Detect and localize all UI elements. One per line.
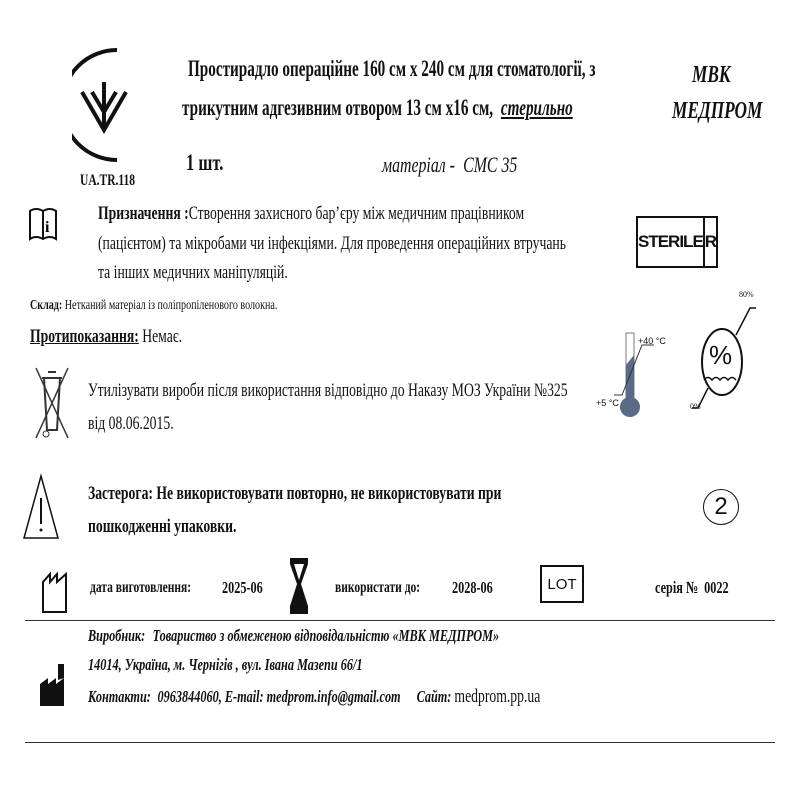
purpose-text: Створення захисного бар’єру між медичним працівником — [188, 203, 525, 224]
sterile-r-symbol — [636, 216, 718, 268]
temp-max: +40 °C — [638, 336, 666, 346]
disposal-line1: Утилізувати вироби після використання відповідно до Наказу МОЗ України №325 — [88, 380, 568, 401]
sterile-method: R — [704, 232, 718, 251]
material-value: СМС 35 — [463, 152, 518, 177]
warning-triangle-icon — [22, 472, 60, 542]
lot-symbol — [540, 565, 584, 603]
manufacturer-contacts — [88, 686, 540, 708]
contraindications-text: Немає. — [142, 326, 183, 347]
divider-bottom — [25, 742, 775, 743]
purpose-line3: та інших медичних маніпуляцій. — [98, 262, 288, 283]
brand-line2: МЕДПРОМ — [672, 98, 763, 124]
composition — [30, 298, 277, 314]
material-label: матеріал - — [382, 152, 455, 177]
composition-text: Нетканий матеріал із поліпропіленового волокна. — [64, 298, 278, 313]
manufacturer-factory-icon — [38, 664, 68, 708]
manufactured-value: 2025-06 — [222, 578, 263, 597]
expiry-label: використати до: — [335, 579, 421, 596]
manufacturer-name: Товариство з обмеженою відповідальністю «МВК МЕДПРОМ» — [152, 626, 500, 645]
composition-label: Склад: — [30, 298, 63, 313]
ua-certification-mark-icon — [72, 42, 136, 172]
sterile-text: STERILE — [638, 218, 705, 266]
expiry-value: 2028-06 — [452, 578, 493, 597]
title-line2-text: трикутним адгезивним отвором 13 см х16 см, — [182, 95, 494, 120]
series — [655, 578, 729, 598]
manufactured-label: дата виготовлення: — [90, 579, 192, 596]
svg-text:i: i — [45, 219, 50, 236]
contraindications-label: Протипоказання: — [30, 326, 139, 347]
divider-top — [25, 620, 775, 621]
quantity: 1 шт. — [186, 150, 224, 175]
warning-line2: пошкодженні упаковки. — [88, 516, 237, 537]
title-line2 — [182, 95, 573, 121]
series-label: серія № — [655, 578, 699, 597]
crossed-bin-icon — [34, 364, 70, 444]
manufacturer-line1 — [88, 626, 499, 646]
material — [382, 152, 517, 178]
contacts-label: Контакти: — [88, 687, 151, 706]
title-line1: Простирадло операційне 160 см х 240 см для стоматології, з — [188, 56, 596, 81]
temp-min: +5 °C — [596, 398, 619, 408]
manufacturer-label: Виробник: — [88, 626, 146, 645]
manufacturer-address: 14014, Україна, м. Чернігів , вул. Івана Мазепи 66/1 — [88, 655, 363, 674]
purpose-label: Призначення : — [98, 203, 189, 224]
hourglass-icon — [288, 556, 310, 616]
lot-label: LOT — [547, 575, 577, 593]
warning-line1: Застерога: Не використовувати повторно, не використовувати при — [88, 483, 502, 504]
purpose-line1 — [98, 203, 524, 225]
manufacture-date-icon — [40, 568, 70, 614]
cert-code: UA.TR.118 — [80, 172, 136, 189]
brand-line1: МВК — [692, 62, 731, 88]
purpose-line2: (пацієнтом) та мікробами чи інфекціями. Для проведення операційних втручань — [98, 233, 566, 254]
humidity-symbol: % — [709, 340, 733, 370]
contacts-value: 0963844060, E-mail: medprom.info@gmail.com — [157, 687, 401, 706]
info-book-icon — [28, 205, 58, 243]
humidity-max: 80% — [739, 290, 754, 299]
humidity-min: 0% — [690, 402, 701, 411]
site-link[interactable]: medprom.pp.ua — [454, 686, 541, 707]
do-not-reuse-symbol: 2 — [714, 493, 728, 520]
sterile-word: стерильно — [500, 95, 573, 120]
series-value: 0022 — [704, 578, 729, 597]
disposal-line2: від 08.06.2015. — [88, 413, 174, 434]
contraindications — [30, 326, 182, 348]
site-label: Сайт: — [416, 687, 452, 706]
do-not-reuse-icon — [703, 489, 739, 525]
